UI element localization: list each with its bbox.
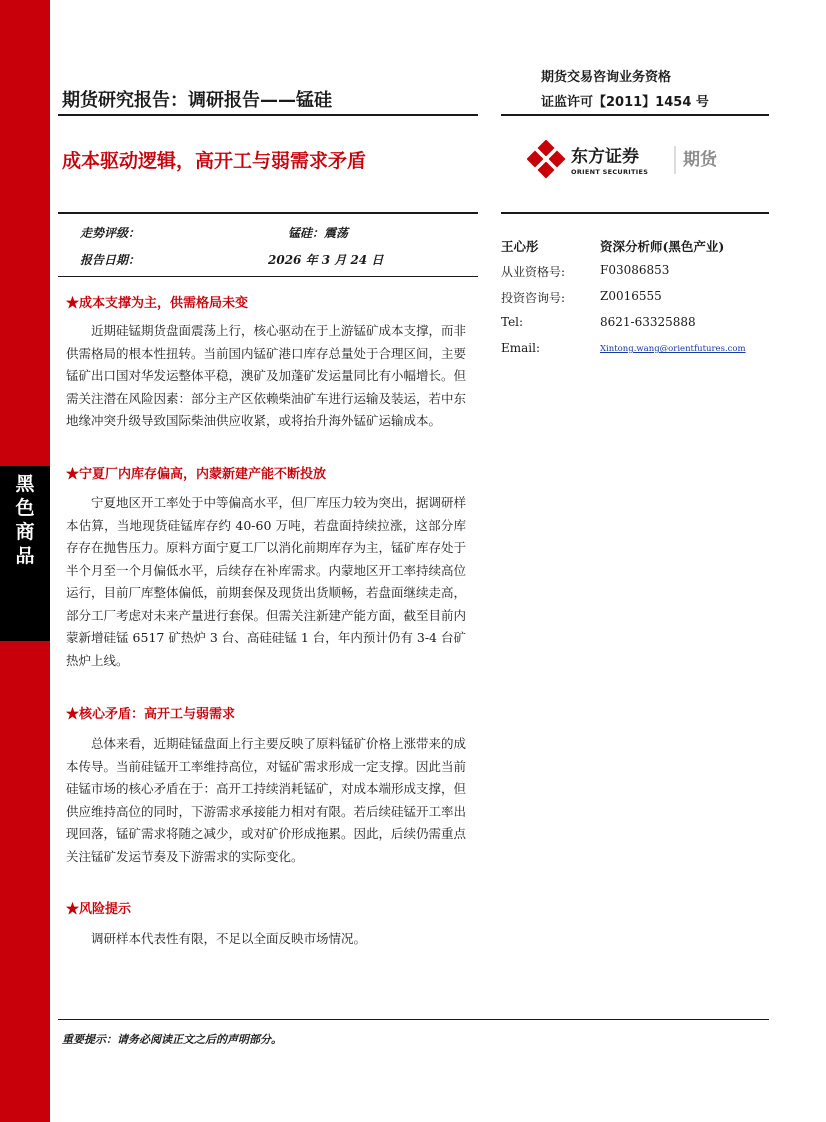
header-rule-left (58, 114, 478, 116)
sidebar-char: 色 (15, 497, 35, 519)
footer-rule (58, 1019, 769, 1020)
qualification-line-1: 期货交易咨询业务资格 (541, 70, 672, 85)
logo-mark-icon (527, 140, 565, 178)
analyst-field-label: Tel: (501, 315, 524, 329)
section-body (66, 928, 466, 951)
section-paragraph: 总体来看，近期硅锰盘面上行主要反映了原料锰矿价格上涨带来的成本传导。当前硅锰开工率维持高位，对锰矿需求形成一定支撑。因此当前硅锰市场的核心矛盾在于：高开工持续消耗锰矿，对成本端形成支撑，但供应维持高位的同时，下游需求承接能力相对有限。若后续硅锰开工率出现回落，锰矿需求将随之减少，或对矿价形成拖累。因此，后续仍需重点关注锰矿发运节奏及下游需求的实际变化。 (66, 736, 467, 864)
sidebar-char: 品 (15, 545, 35, 567)
rating-value: 锰硅：震荡 (288, 226, 349, 240)
meta-rule-bottom (58, 276, 478, 277)
section-title: ★核心矛盾：高开工与弱需求 (66, 707, 236, 722)
section-body (66, 492, 466, 672)
sidebar-char: 商 (15, 521, 35, 543)
analyst-field-label: 从业资格号: (501, 265, 566, 279)
logo-name-en: ORIENT SECURITIES (571, 168, 649, 176)
logo-name-cn: 东方证券 (571, 147, 639, 167)
analyst-name: 王心彤 (501, 239, 539, 254)
section-body (66, 320, 466, 433)
section-paragraph: 宁夏地区开工率处于中等偏高水平，但厂库压力较为突出，据调研样本估算，当地现货硅锰库存约 40-60 万吨，若盘面持续拉涨，这部分库存存在抛售压力。原料方面宁夏工厂以消化前期库存为主，锰矿库存处于半个月至一个月偏低水平，后续存在补库需求。内蒙地区开工率持续高位运行，目前厂库整体偏低，前期套保及现货出货顺畅，若盘面继续走高，部分工厂考虑对未来产量进行套保。但需关注新建产能方面，截至目前内蒙新增硅锰 6517 矿热炉 3 台、高硅硅锰 1 台，年内预计仍有 3-4 台矿热炉上线。 (66, 495, 467, 668)
sidebar-char: 黑 (15, 473, 35, 495)
section-body (66, 733, 466, 868)
date-label: 报告日期： (80, 253, 141, 267)
important-notice: 重要提示：请务必阅读正文之后的声明部分。 (62, 1033, 282, 1046)
sidebar-red-band-bottom (0, 641, 50, 1122)
section-title: ★成本支撑为主，供需格局未变 (66, 296, 249, 311)
logo-division: 期货 (683, 150, 717, 170)
analyst-email-link[interactable]: Xintong.wang@orientfutures.com (600, 344, 746, 354)
section-paragraph: 调研样本代表性有限，不足以全面反映市场情况。 (91, 931, 367, 946)
analyst-title: 资深分析师(黑色产业) (600, 239, 725, 254)
sidebar-category-label (0, 472, 50, 568)
analyst-rule-top (501, 212, 769, 214)
section-title: ★宁夏厂内库存偏高，内蒙新建产能不断投放 (66, 467, 327, 482)
report-date: 2026 年 3 月 24 日 (268, 253, 384, 267)
header-rule-right (501, 114, 769, 116)
analyst-field-label: Email: (501, 341, 541, 355)
report-type-title: 期货研究报告：调研报告——锰硅 (62, 90, 332, 111)
analyst-field-label: 投资咨询号: (501, 291, 566, 305)
report-headline: 成本驱动逻辑，高开工与弱需求矛盾 (62, 150, 367, 172)
meta-rule-top (58, 212, 478, 214)
orient-securities-logo (527, 140, 737, 180)
analyst-qualification-no: F03086853 (600, 263, 670, 277)
section-title: ★风险提示 (66, 902, 132, 917)
analyst-consulting-no: Z0016555 (600, 289, 662, 303)
section-paragraph: 近期硅锰期货盘面震荡上行，核心驱动在于上游锰矿成本支撑，而非供需格局的根本性扭转。当前国内锰矿港口库存总量处于合理区间，主要锰矿出口国对华发运整体平稳，澳矿及加蓬矿发运量同比有小幅增长。但需关注潜在风险因素：部分主产区依赖柴油矿车进行运输及装运，若中东地缘冲突升级导致国际柴油供应收紧，或将抬升海外锰矿运输成本。 (66, 323, 467, 428)
sidebar-red-band-top (0, 0, 50, 466)
rating-label: 走势评级： (80, 226, 141, 240)
qualification-line-2: 证监许可【2011】1454 号 (541, 95, 709, 110)
analyst-tel: 8621-63325888 (600, 315, 696, 329)
